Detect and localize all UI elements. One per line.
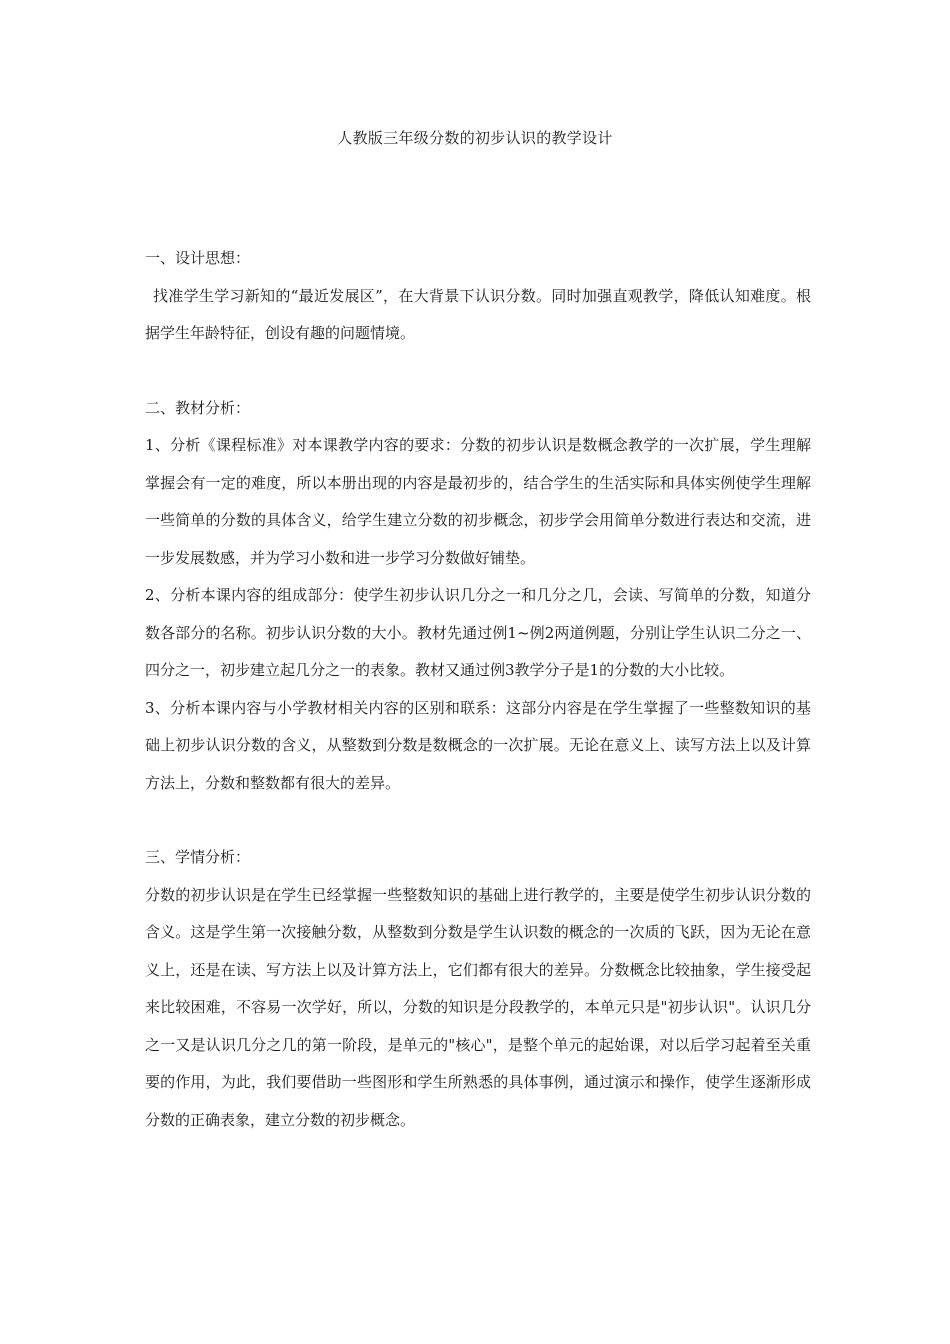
section-learner-analysis [145,839,811,1139]
paragraph: 找准学生学习新知的“最近发展区”，在大背景下认识分数。同时加强直观教学，降低认知难度。根据学生年龄特征，创设有趣的问题情境。 [145,286,811,342]
paragraph: 2、分析本课内容的组成部分：使学生初步认识几分之一和几分之几，会读、写简单的分数，知道分数各部分的名称。初步认识分数的大小。教材先通过例1~例2两道例题，分别让学生认识二分之一、四分之一，初步建立起几分之一的表象。教材又通过例3教学分子是1的分数的大小比较。 [145,586,811,679]
section-heading: 三、学情分析： [145,848,251,866]
document-body [145,240,811,1139]
paragraph: 1、分析《课程标准》对本课教学内容的要求：分数的初步认识是数概念教学的一次扩展，学生理解掌握会有一定的难度，所以本册出现的内容是最初步的，结合学生的生活实际和具体实例使学生理解一些简单的分数的具体含义，给学生建立分数的初步概念，初步学会用简单分数进行表达和交流，进一步发展数感，并为学习小数和进一步学习分数做好铺垫。 [145,436,811,567]
section-spacer [145,802,811,839]
section-heading: 二、教材分析： [145,398,251,417]
paragraph: 分数的初步认识是在学生已经掌握一些整数知识的基础上进行教学的，主要是使学生初步认识分数的含义。这是学生第一次接触分数，从整数到分数是学生认识数的概念的一次质的飞跃，因为无论在意义上，还是在读、写方法上以及计算方法上，它们都有很大的差异。分数概念比较抽象，学生接受起来比较困难，不容易一次学好，所以，分数的知识是分段教学的，本单元只是"初步认识"。认识几分之一又是认识几分之几的第一阶段，是单元的"核心"，是整个单元的起始课，对以后学习起着至关重要的作用，为此，我们要借助一些图形和学生所熟悉的具体事例，通过演示和操作，使学生逐渐形成分数的正确表象，建立分数的初步概念。 [145,885,811,1129]
section-design-thinking [145,240,811,353]
paragraph: 3、分析本课内容与小学教材相关内容的区别和联系：这部分内容是在学生掌握了一些整数知识的基础上初步认识分数的含义，从整数到分数是数概念的一次扩展。无论在意义上、读写方法上以及计算方法上，分数和整数都有很大的差异。 [145,698,811,792]
section-textbook-analysis [145,390,811,803]
section-heading: 一、设计思想： [145,249,251,267]
document-title: 人教版三年级分数的初步认识的教学设计 [337,129,613,147]
section-spacer [145,353,811,390]
